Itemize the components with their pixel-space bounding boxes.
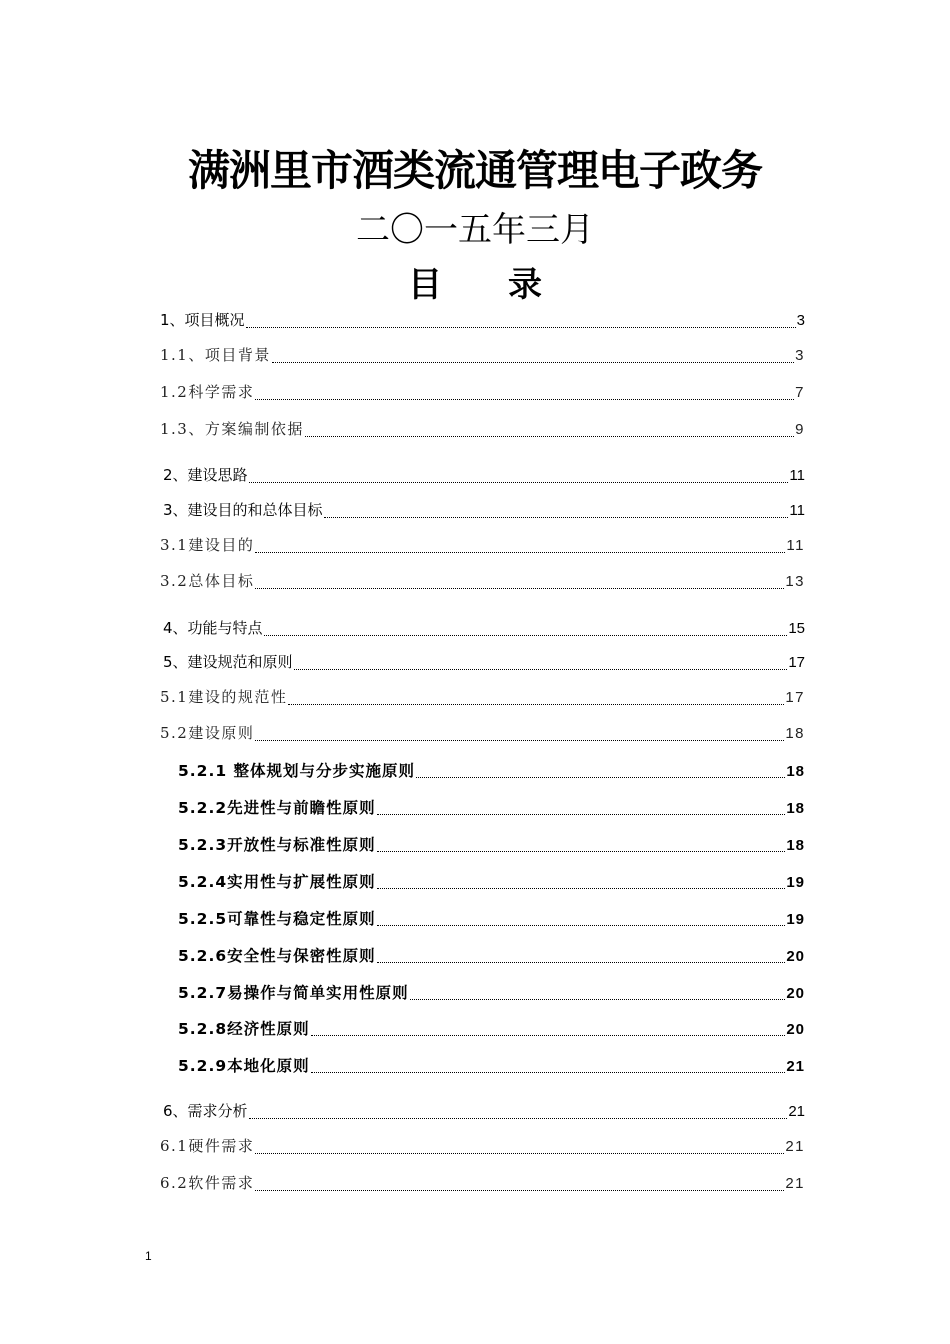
toc-dot-leader [294, 668, 788, 670]
toc-entry-page: 15 [788, 620, 805, 637]
toc-entry-page: 21 [788, 1103, 805, 1120]
toc-entry-page: 3 [795, 347, 805, 364]
toc-dot-leader [377, 961, 786, 963]
toc-entry-page: 17 [788, 654, 805, 671]
toc-entry-label: 5.1建设的规范性 [160, 688, 288, 706]
toc-dot-leader [255, 551, 785, 553]
toc-dot-leader [324, 516, 789, 518]
toc-entry-label: 3.2总体目标 [160, 572, 255, 590]
toc-entry[interactable] [160, 570, 805, 594]
toc-entry[interactable] [160, 344, 805, 368]
toc-entry-page: 20 [786, 1021, 805, 1038]
toc-entry-page: 18 [786, 763, 805, 780]
toc-entry[interactable] [160, 418, 805, 442]
toc-entry[interactable] [160, 1172, 805, 1196]
toc-entry[interactable] [160, 722, 805, 746]
toc-entry-label: 1.1、项目背景 [160, 346, 271, 364]
toc-entry-label: 5.2.3开放性与标准性原则 [178, 836, 376, 854]
toc-dot-leader [377, 887, 786, 889]
toc-dot-leader [272, 361, 794, 363]
toc-entry-page: 21 [785, 1175, 805, 1192]
toc-entry[interactable] [178, 1017, 805, 1041]
toc-dot-leader [288, 703, 784, 705]
toc-entry-label: 1、项目概况 [160, 311, 245, 329]
toc-entry-page: 18 [786, 837, 805, 854]
toc-entry-label: 1.3、方案编制依据 [160, 420, 304, 438]
toc-dot-leader [255, 587, 784, 589]
toc-entry-page: 18 [786, 800, 805, 817]
toc-dot-leader [416, 776, 785, 778]
toc-entry[interactable] [160, 381, 805, 405]
toc-entry[interactable] [178, 833, 805, 857]
toc-entry[interactable] [163, 1100, 805, 1124]
toc-entry-page: 17 [785, 689, 805, 706]
toc-entry-label: 6.1硬件需求 [160, 1137, 255, 1155]
toc-entry-label: 5.2建设原则 [160, 724, 255, 742]
toc-entry[interactable] [178, 796, 805, 820]
toc-entry-label: 5.2.4实用性与扩展性原则 [178, 873, 376, 891]
toc-dot-leader [311, 1071, 786, 1073]
toc-dot-leader [377, 850, 786, 852]
toc-entry-page: 7 [795, 384, 805, 401]
toc-entry-label: 3.1建设目的 [160, 536, 255, 554]
document-title: 满洲里市酒类流通管理电子政务 [187, 146, 762, 195]
toc-dot-leader [305, 435, 794, 437]
toc-entry-label: 2、建设思路 [163, 466, 248, 484]
toc-heading: 目录 [408, 265, 608, 305]
toc-entry[interactable] [163, 464, 805, 488]
page-number: 1 [145, 1249, 152, 1263]
toc-entry-page: 9 [795, 421, 805, 438]
toc-dot-leader [255, 398, 794, 400]
toc-entry-label: 5.2.2先进性与前瞻性原则 [178, 799, 376, 817]
toc-entry-page: 11 [789, 502, 805, 519]
toc-dot-leader [246, 326, 796, 328]
toc-entry-label: 5、建设规范和原则 [163, 653, 293, 671]
toc-dot-leader [255, 1152, 784, 1154]
toc-entry-page: 21 [786, 1058, 805, 1075]
toc-entry-page: 11 [786, 537, 805, 554]
toc-entry[interactable] [178, 1054, 805, 1078]
toc-entry[interactable] [178, 907, 805, 931]
toc-entry-page: 21 [785, 1138, 805, 1155]
toc-entry-label: 4、功能与特点 [163, 619, 263, 637]
toc-dot-leader [311, 1034, 786, 1036]
toc-entry-page: 20 [786, 985, 805, 1002]
toc-entry[interactable] [163, 651, 805, 675]
toc-entry-label: 5.2.8经济性原则 [178, 1020, 310, 1038]
toc-entry[interactable] [160, 309, 805, 333]
toc-entry[interactable] [178, 870, 805, 894]
toc-dot-leader [410, 998, 786, 1000]
toc-entry[interactable] [178, 759, 805, 783]
toc-dot-leader [255, 739, 784, 741]
toc-entry-label: 5.2.9本地化原则 [178, 1057, 310, 1075]
toc-entry[interactable] [160, 1135, 805, 1159]
toc-entry-page: 13 [785, 573, 805, 590]
toc-entry-label: 5.2.7易操作与简单实用性原则 [178, 984, 409, 1002]
toc-dot-leader [249, 1117, 788, 1119]
toc-entry-page: 19 [786, 911, 805, 928]
toc-dot-leader [255, 1189, 784, 1191]
toc-entry-page: 3 [796, 312, 805, 329]
toc-entry-label: 3、建设目的和总体目标 [163, 501, 323, 519]
toc-entry-label: 5.2.6安全性与保密性原则 [178, 947, 376, 965]
toc-entry[interactable] [160, 686, 805, 710]
toc-entry-page: 19 [786, 874, 805, 891]
toc-entry[interactable] [163, 617, 805, 641]
toc-entry-label: 6.2软件需求 [160, 1174, 255, 1192]
toc-entry-page: 11 [789, 467, 805, 484]
toc-entry-page: 20 [786, 948, 805, 965]
toc-dot-leader [377, 924, 786, 926]
toc-dot-leader [264, 634, 788, 636]
toc-entry-label: 1.2科学需求 [160, 383, 255, 401]
toc-dot-leader [377, 813, 786, 815]
toc-entry-label: 6、需求分析 [163, 1102, 248, 1120]
document-date: 二〇一五年三月 [356, 210, 594, 250]
toc-entry[interactable] [160, 534, 805, 558]
toc-entry-page: 18 [785, 725, 805, 742]
toc-entry[interactable] [163, 499, 805, 523]
toc-dot-leader [249, 481, 789, 483]
toc-entry[interactable] [178, 944, 805, 968]
toc-entry[interactable] [178, 981, 805, 1005]
toc-entry-label: 5.2.5可靠性与稳定性原则 [178, 910, 376, 928]
toc-entry-label: 5.2.1 整体规划与分步实施原则 [178, 762, 416, 780]
